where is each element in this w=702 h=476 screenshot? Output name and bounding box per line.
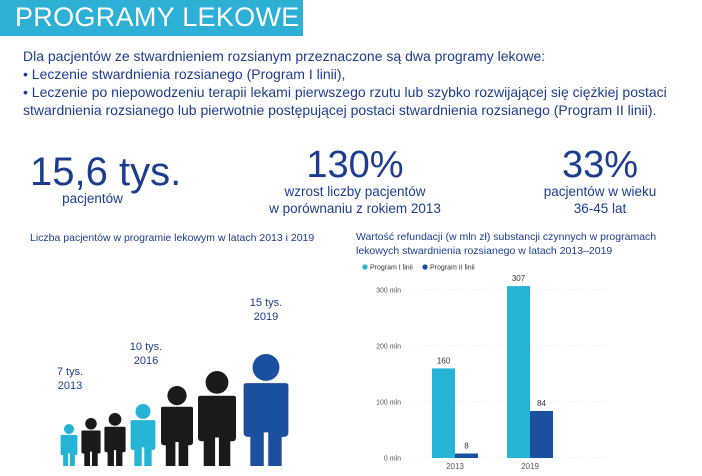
legend-label-2: Program II linii [430, 264, 475, 272]
stat-growth-label-1: wzrost liczby pacjentów [284, 184, 426, 199]
y-tick-label-200: 200 mln [376, 343, 401, 351]
people-chart-title: Liczba pacjentów w programie lekowym w latach 2013 i 2019 [30, 232, 315, 244]
intro-text [23, 47, 691, 119]
person-icon-6 [198, 371, 236, 466]
intro-line-2: • Leczenie stwardnienia rozsianego (Program I linii), [23, 66, 346, 82]
stat-patients-value: 15,6 tys. [30, 150, 182, 194]
person-icon-7 [244, 354, 289, 466]
person-icon-3 [104, 413, 125, 466]
bar-2019-series-1 [507, 286, 530, 458]
people-label-2019-value: 15 tys. [249, 297, 283, 309]
stat-growth-label-2: w porównaniu z rokiem 2013 [269, 201, 441, 216]
data-label-2019-series-2: 84 [537, 398, 546, 408]
people-label-2019-year: 2019 [253, 311, 279, 323]
x-tick-label-2019: 2019 [521, 462, 539, 471]
stat-patients-label: pacjentów [62, 191, 123, 206]
x-tick-label-2013: 2013 [446, 462, 464, 471]
bar-chart-title: Wartość refundacji (w mln zł) substancji czynnych w programach lekowych stwardnienia rozsianego w latach 2013–2019 [356, 231, 657, 257]
person-icon-5 [161, 386, 193, 466]
legend-marker-2 [422, 264, 427, 269]
data-label-2013-series-2: 8 [464, 441, 469, 451]
y-tick-label-300: 300 mln [376, 287, 401, 295]
intro-line-3: • Leczenie po niepowodzeniu terapii lekami pierwszego rzutu lub szybko rozwijającej się ciężkiej postaci stwardnienia rozsianego lub pierwotnie postępującej postaci stwardnienia rozsianego (Program II linii). [23, 84, 667, 118]
people-figures [0, 330, 330, 476]
page-title: PROGRAMY LEKOWE [15, 2, 300, 32]
y-tick-label-100: 100 mln [376, 399, 401, 407]
person-icon-2 [81, 418, 100, 466]
legend-label-1: Program I linii [370, 264, 413, 272]
stat-age-value: 33% [561, 144, 639, 186]
people-label-2016-value: 10 tys. [129, 341, 163, 353]
bar-2013-series-1 [432, 368, 455, 458]
people-label-2013-year: 2013 [57, 380, 83, 392]
people-label-2016-year: 2016 [133, 355, 159, 367]
data-label-2013-series-1: 160 [436, 356, 451, 366]
bar-chart [340, 258, 702, 476]
bar-2013-series-2 [455, 454, 478, 458]
data-label-2019-series-1: 307 [511, 274, 526, 284]
bar-2019-series-2 [530, 411, 553, 458]
stat-age-label-1: pacjentów w wieku [543, 184, 657, 199]
stat-age-label-2: 36-45 lat [573, 201, 627, 216]
stat-growth-value: 130% [306, 144, 404, 186]
people-label-2019 [244, 296, 288, 324]
legend-marker-1 [362, 264, 367, 269]
y-tick-label-0: 0 mln [383, 455, 401, 463]
person-icon-1 [61, 424, 78, 466]
person-icon-4 [131, 404, 156, 466]
people-label-2013-value: 7 tys. [56, 366, 84, 378]
intro-line-1: Dla pacjentów ze stwardnieniem rozsianym przeznaczone są dwa programy lekowe: [23, 48, 546, 64]
